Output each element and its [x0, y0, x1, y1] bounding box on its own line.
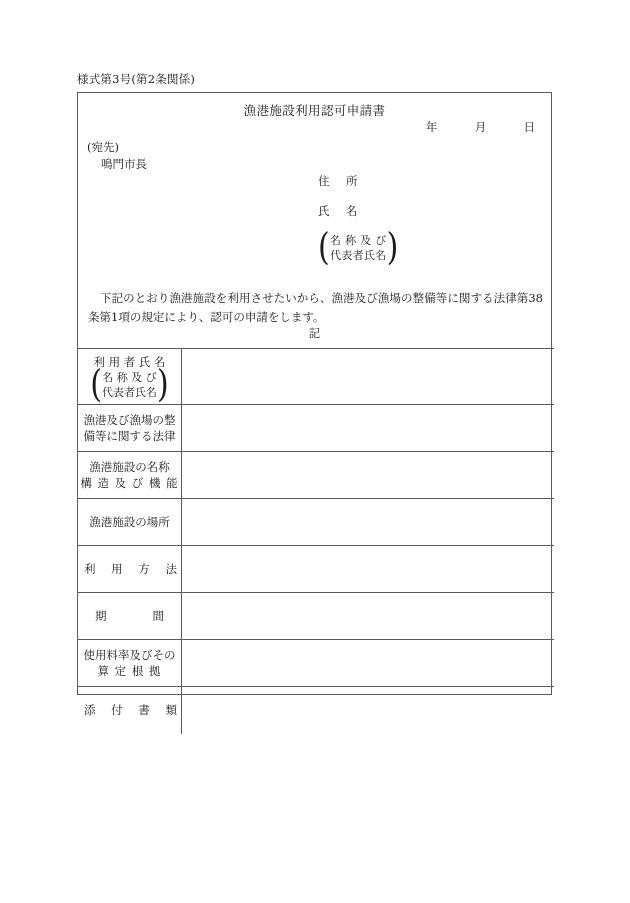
row-label-line-1: 期 間 — [95, 609, 164, 623]
applicant-brace-line-2: 代表者氏名 — [330, 249, 387, 262]
row-label-line-1: 使用料率及びその — [83, 648, 176, 662]
row-label-usage-method — [78, 546, 182, 593]
applicant-address-row — [318, 173, 399, 203]
row-label-facility-name — [78, 452, 182, 499]
date-year-label: 年 — [425, 120, 438, 134]
addressee-block — [87, 139, 147, 173]
table-row — [78, 593, 554, 640]
row-brace-line-2: 代表者氏名 — [102, 385, 157, 399]
applicant-brace-row — [318, 225, 399, 270]
row-value-period[interactable] — [182, 593, 555, 640]
table-row — [78, 349, 554, 405]
row-brace-line-1: 名 称 及 び — [102, 370, 157, 384]
applicant-address-label: 住 所 — [318, 174, 360, 188]
row-value-usage-method[interactable] — [182, 546, 555, 593]
applicant-brace-lines — [330, 233, 387, 263]
row-label-line-1: 添 付 書 類 — [84, 703, 183, 718]
date-line — [426, 119, 535, 135]
row-value-user-name[interactable] — [182, 349, 555, 405]
row-value-law[interactable] — [182, 405, 555, 452]
brace-right-icon: ) — [157, 362, 169, 406]
table-row — [78, 640, 554, 687]
row-label-facility-location — [78, 499, 182, 546]
date-month-label: 月 — [474, 120, 487, 134]
row-label-line-1: 漁港施設の名称 — [89, 460, 170, 474]
brace-right-icon: ) — [386, 225, 399, 270]
ki-mark: 記 — [308, 326, 321, 340]
row-label-law — [78, 405, 182, 452]
table-row — [78, 405, 554, 452]
applicant-brace-line-1: 名 称 及 び — [330, 234, 387, 247]
row-label-line-1: 利 用 方 法 — [84, 562, 183, 576]
application-body-text: 下記のとおり漁港施設を利用させたいから、漁港及び漁場の整備等に関する法律第38条第1項の規定により、認可の申請をします。 — [88, 291, 543, 324]
addressee-label: (宛先) — [87, 140, 119, 154]
row-label-period — [78, 593, 182, 640]
row-label-line-2: 備等に関する法律 — [83, 429, 176, 443]
brace-left-icon: ( — [318, 225, 331, 270]
table-row — [78, 687, 554, 734]
row-label-line-1: 漁港施設の場所 — [89, 515, 170, 529]
row-brace-group — [90, 362, 169, 406]
table-row — [78, 546, 554, 593]
row-brace-lines — [102, 370, 157, 400]
row-label-line-2: 構 造 及 び 機 能 — [80, 476, 179, 490]
row-value-facility-name[interactable] — [182, 452, 555, 499]
document-title: 漁港施設利用認可申請書 — [243, 103, 386, 118]
row-label-line-1: 利 用 者 氏 名 — [93, 354, 166, 369]
row-label-line-2: 算 定 根 拠 — [97, 664, 162, 678]
addressee-name: 鳴門市長 — [101, 157, 147, 171]
row-label-line-1: 漁港及び漁場の整 — [83, 413, 176, 427]
applicant-block — [318, 173, 399, 270]
application-detail-table — [78, 348, 554, 734]
form-number-header: 様式第3号(第2条関係) — [77, 72, 196, 86]
brace-left-icon: ( — [90, 362, 102, 406]
row-value-facility-location[interactable] — [182, 499, 555, 546]
table-row — [78, 499, 554, 546]
row-label-user-name — [78, 349, 182, 405]
row-label-attachments — [78, 687, 182, 734]
applicant-name-label: 氏 名 — [318, 204, 360, 218]
form-header-region — [78, 93, 551, 348]
date-day-label: 日 — [523, 120, 535, 134]
applicant-brace-group — [318, 225, 399, 270]
row-value-attachments[interactable] — [182, 687, 555, 734]
row-label-fee-basis — [78, 640, 182, 687]
row-value-fee-basis[interactable] — [182, 640, 555, 687]
table-row — [78, 452, 554, 499]
form-outer-box — [77, 92, 552, 718]
